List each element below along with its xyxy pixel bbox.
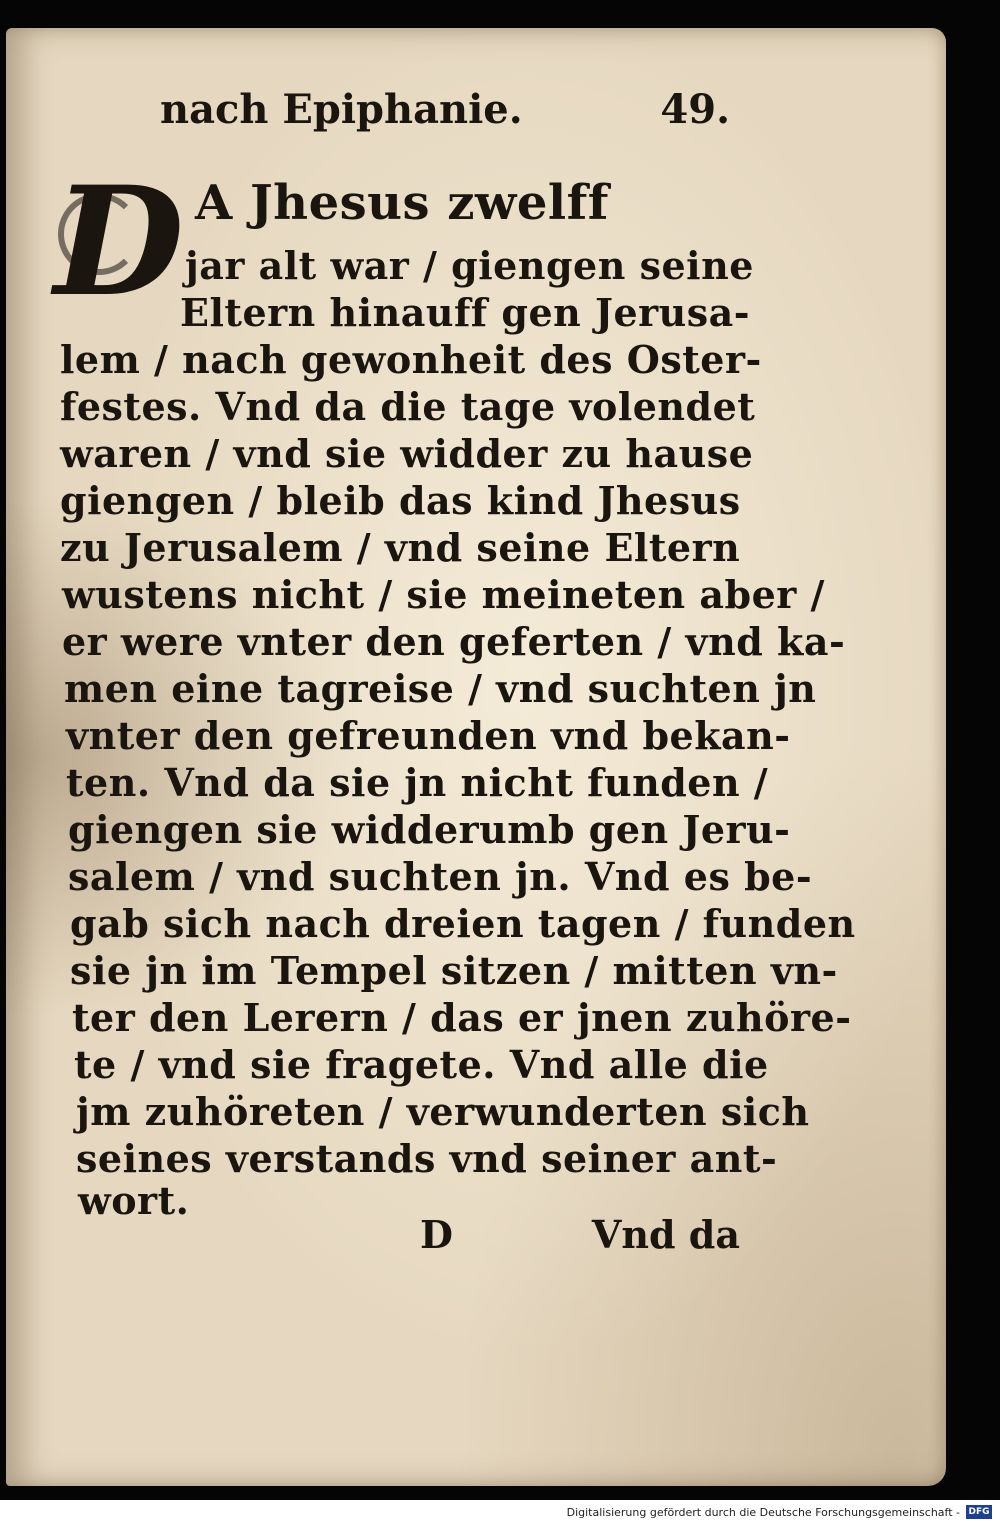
text-line: giengen sie widderumb gen Jeru- [68,807,791,852]
dfg-logo-icon: DFG [966,1505,992,1519]
text-line: festes. Vnd da die tage volendet [60,384,756,429]
running-title: nach Epiphanie. [160,86,523,133]
text-line: Eltern hinauff gen Jerusa- [180,290,751,335]
text-line: te / vnd sie fragete. Vnd alle die [74,1042,769,1087]
text-line: jm zuhöreten / verwunderten sich [76,1089,810,1134]
text-line: sie jn im Tempel sitzen / mitten vn- [70,948,838,993]
text-line: seines verstands vnd seiner ant- [76,1136,778,1181]
drop-cap-initial: D [54,154,185,330]
text-line: waren / vnd sie widder zu hause [60,431,754,476]
text-line: salem / vnd suchten jn. Vnd es be- [68,854,813,899]
running-head [110,86,730,136]
text-line: men eine tagreise / vnd suchten jn [64,666,817,711]
text-line: wort. [78,1178,190,1223]
text-line: A Jhesus zwelff [195,175,609,231]
text-line: gab sich nach dreien tagen / funden [70,901,856,946]
page-number: 49. [660,86,730,133]
text-line: vnter den gefreunden vnd bekan- [66,713,791,758]
text-line: jar alt war / giengen seine [185,243,754,288]
text-line: zu Jerusalem / vnd seine Eltern [60,525,741,570]
text-line: er were vnter den geferten / vnd ka- [62,619,846,664]
text-line: ter den Lerern / das er jnen zuhöre- [72,995,852,1040]
text-line: giengen / bleib das kind Jhesus [60,478,741,523]
signature-mark: D [420,1212,453,1257]
page-foot [410,1212,740,1262]
funding-credit: Digitalisierung gefördert durch die Deutsche Forschungsgemeinschaft - [566,1506,960,1519]
catchword: Vnd da [591,1212,740,1257]
text-line: wustens nicht / sie meineten aber / [62,572,825,617]
text-line: ten. Vnd da sie jn nicht funden / [66,760,769,805]
text-line: lem / nach gewonheit des Oster- [60,337,762,382]
digitization-footer [0,1500,1000,1525]
